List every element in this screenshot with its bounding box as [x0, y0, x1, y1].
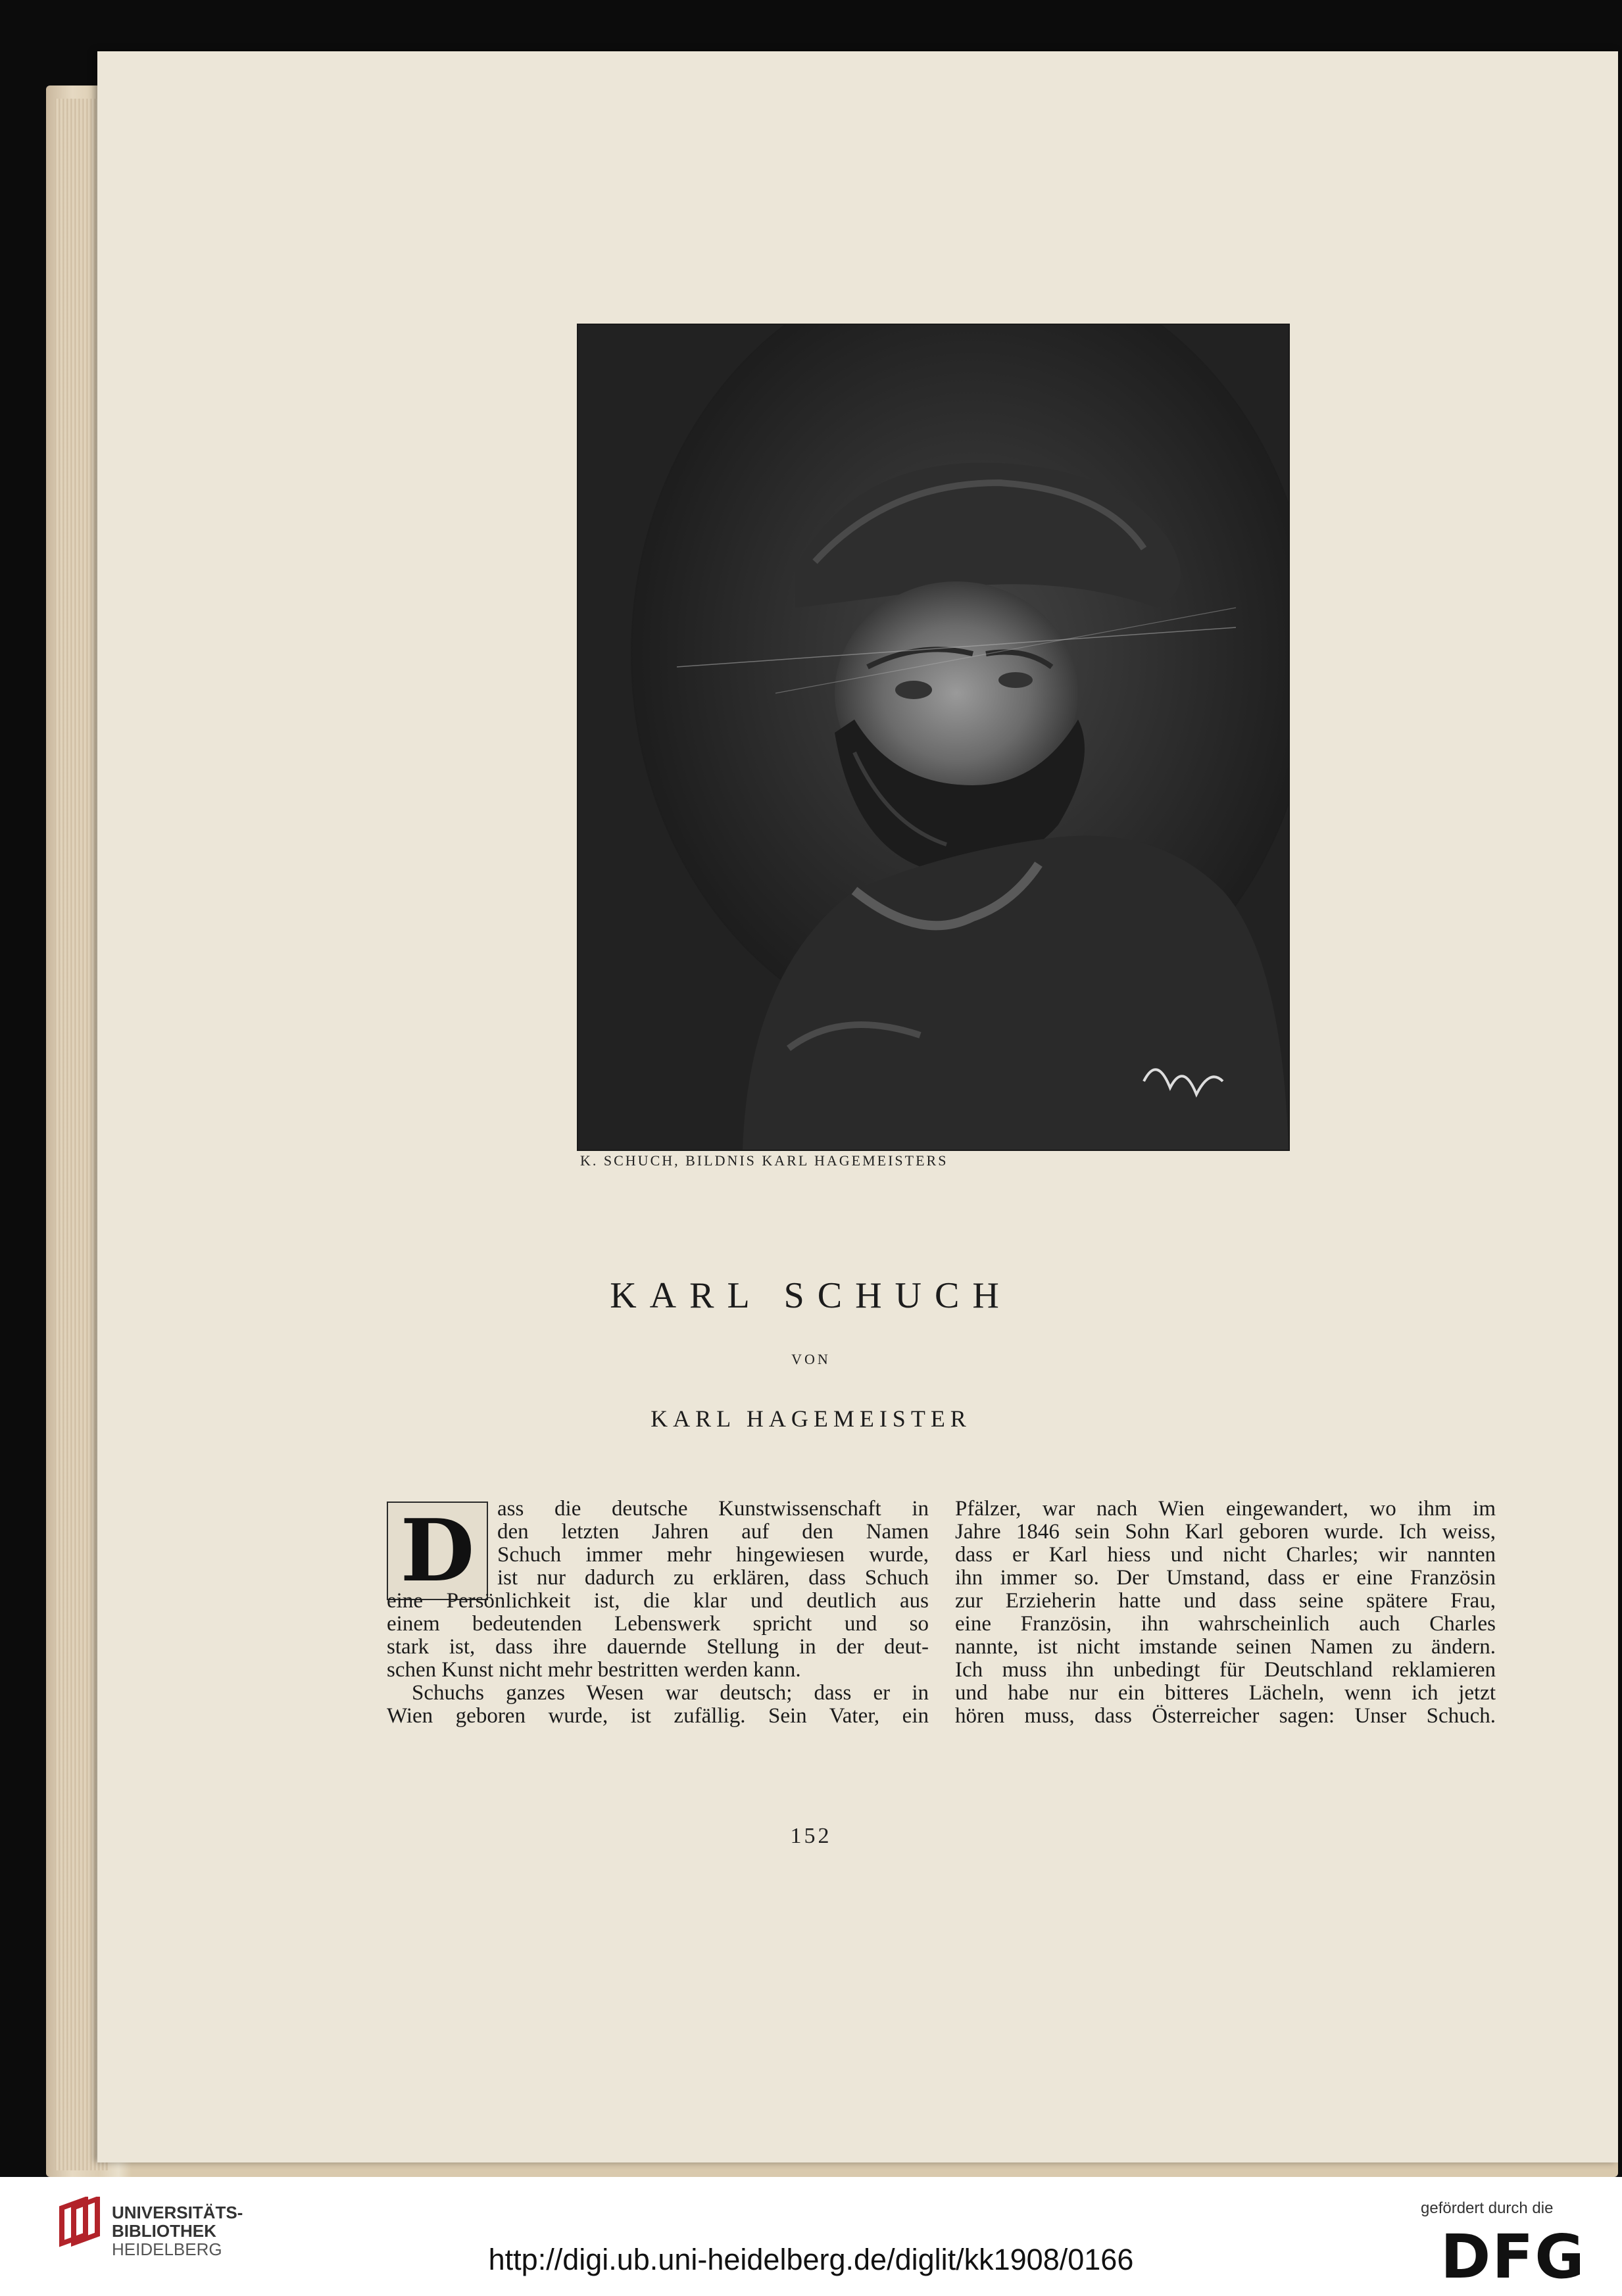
- right-line-2: Jahre 1846 sein Sohn Karl geboren wurde. Ich weiss,: [955, 1520, 1496, 1544]
- byline-von: VON: [791, 1351, 831, 1367]
- article-title: KARL SCHUCH: [610, 1275, 1012, 1316]
- left-line-2: den letzten Jahren auf den Namen: [497, 1520, 929, 1544]
- right-column: [955, 1498, 1496, 1728]
- left-line-9: Schuchs ganzes Wesen war deutsch; dass er in: [412, 1681, 929, 1705]
- right-line-9: und habe nur ein bitteres Lächeln, wenn ich jetzt: [955, 1681, 1496, 1705]
- right-line-6: eine Französin, ihn wahrscheinlich auch Charles: [955, 1612, 1496, 1636]
- left-line-1: ass die deutsche Kunstwissenschaft in: [497, 1497, 929, 1521]
- left-line-6: einem bedeutenden Lebenswerk spricht und so: [387, 1612, 929, 1636]
- left-line-3: Schuch immer mehr hingewiesen wurde,: [497, 1543, 929, 1567]
- portrait-image: [577, 324, 1290, 1151]
- image-caption: K. SCHUCH, BILDNIS KARL HAGEMEISTERS: [580, 1152, 948, 1169]
- portrait-illustration: [578, 325, 1289, 1150]
- library-name-line-1: UNIVERSITÄTS-: [112, 2203, 243, 2222]
- right-line-5: zur Erzieherin hatte und dass seine spätere Frau,: [955, 1589, 1496, 1613]
- right-line-3: dass er Karl hiess und nicht Charles; wir nannten: [955, 1543, 1496, 1567]
- dfg-logo[interactable]: DFG: [1440, 2222, 1586, 2292]
- funding-caption: gefördert durch die: [1421, 2199, 1554, 2217]
- article-author: KARL HAGEMEISTER: [651, 1405, 971, 1432]
- left-column: [387, 1498, 929, 1728]
- left-line-10: Wien geboren wurde, ist zufällig. Sein Vater, ein: [387, 1704, 929, 1728]
- right-line-1: Pfälzer, war nach Wien eingewandert, wo ihm im: [955, 1497, 1496, 1521]
- right-line-8: Ich muss ihn unbedingt für Deutschland reklamieren: [955, 1658, 1496, 1682]
- page-number: 152: [790, 1824, 832, 1848]
- footer-bar: [0, 2177, 1622, 2296]
- drop-cap-letter: D: [400, 1500, 475, 1601]
- left-line-7: stark ist, dass ihre dauernde Stellung in der deut-: [387, 1635, 929, 1659]
- right-line-10: hören muss, dass Österreicher sagen: Unser Schuch.: [955, 1704, 1496, 1728]
- left-line-8: schen Kunst nicht mehr bestritten werden kann.: [387, 1658, 801, 1682]
- right-line-7: nannte, ist nicht imstande seinen Namen zu ändern.: [955, 1635, 1496, 1659]
- library-name-line-3: HEIDELBERG: [112, 2239, 222, 2259]
- library-name-line-2: BIBLIOTHEK: [112, 2221, 216, 2241]
- left-line-4: ist nur dadurch zu erklären, dass Schuch: [497, 1566, 929, 1590]
- permalink-url[interactable]: http://digi.ub.uni-heidelberg.de/diglit/kk1908/0166: [488, 2243, 1134, 2276]
- left-line-5: eine Persönlichkeit ist, die klar und deutlich aus: [387, 1589, 929, 1613]
- right-line-4: ihn immer so. Der Umstand, dass er eine Französin: [955, 1566, 1496, 1590]
